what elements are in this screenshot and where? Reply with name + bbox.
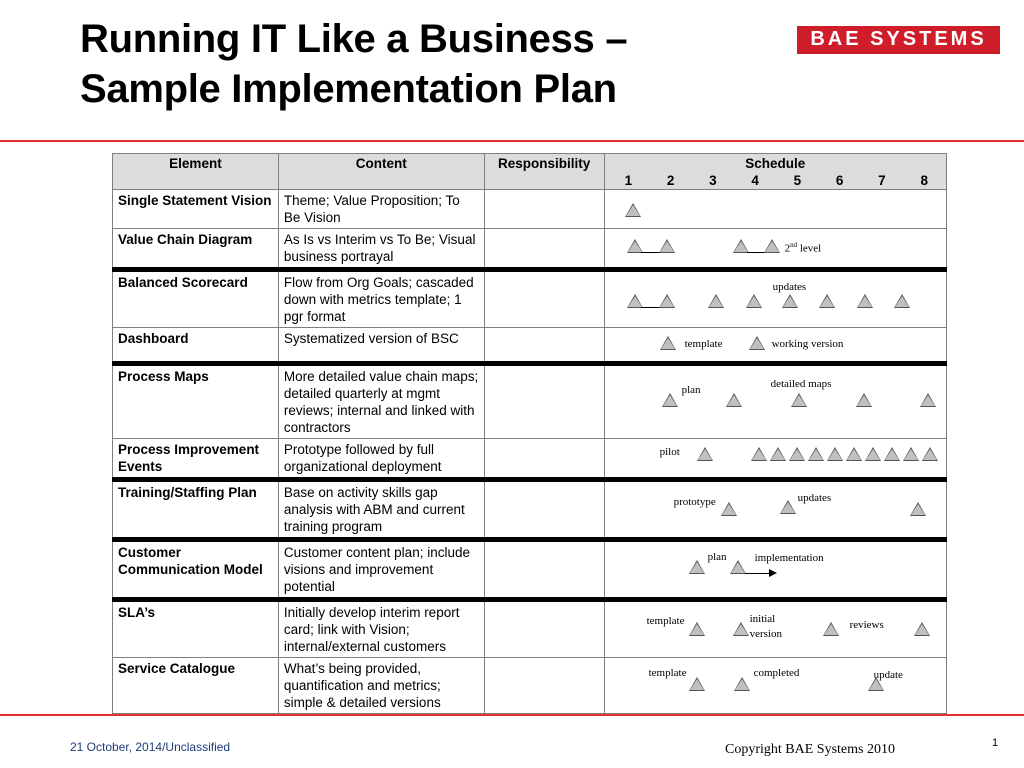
milestone-triangle-icon bbox=[662, 393, 678, 407]
milestone-triangle-icon bbox=[780, 500, 796, 514]
row-element: Service Catalogue bbox=[113, 658, 279, 714]
top-divider bbox=[0, 140, 1024, 142]
milestone-triangle-icon bbox=[819, 294, 835, 308]
milestone-triangle-icon bbox=[734, 677, 750, 691]
milestone-triangle-icon bbox=[823, 622, 839, 636]
milestone-triangle-icon bbox=[764, 239, 780, 253]
bae-systems-logo bbox=[797, 26, 1000, 54]
milestone-triangle-icon bbox=[770, 447, 786, 461]
row-element: Dashboard bbox=[113, 328, 279, 364]
schedule-title: Schedule bbox=[745, 156, 806, 171]
milestone-triangle-icon bbox=[865, 447, 881, 461]
milestone-triangle-icon bbox=[884, 447, 900, 461]
milestone-triangle-icon bbox=[689, 622, 705, 636]
row-schedule bbox=[604, 229, 946, 270]
milestone-triangle-icon bbox=[721, 502, 737, 516]
row-content: Theme; Value Proposition; To Be Vision bbox=[278, 190, 484, 229]
row-schedule bbox=[604, 540, 946, 600]
schedule-label-updates: updates bbox=[797, 492, 832, 504]
milestone-triangle-icon bbox=[627, 239, 643, 253]
row-schedule bbox=[604, 658, 946, 714]
slide-title bbox=[80, 14, 627, 114]
row-responsibility bbox=[484, 439, 604, 480]
row-responsibility bbox=[484, 480, 604, 540]
table-row bbox=[113, 190, 947, 229]
milestone-triangle-icon bbox=[922, 447, 938, 461]
milestone-triangle-icon bbox=[868, 677, 884, 691]
row-content: Systematized version of BSC bbox=[278, 328, 484, 364]
schedule-label-reviews: reviews bbox=[849, 619, 884, 631]
table-row bbox=[113, 658, 947, 714]
milestone-triangle-icon bbox=[733, 622, 749, 636]
connector-line bbox=[641, 252, 661, 253]
schedule-label-implementation: implementation bbox=[754, 552, 824, 564]
connector-line bbox=[747, 252, 765, 253]
milestone-triangle-icon bbox=[808, 447, 824, 461]
milestone-triangle-icon bbox=[726, 393, 742, 407]
title-line-1: Running IT Like a Business – bbox=[80, 17, 628, 61]
row-schedule bbox=[604, 190, 946, 229]
milestone-triangle-icon bbox=[659, 239, 675, 253]
logo-text: BAE SYSTEMS bbox=[810, 28, 987, 50]
milestone-triangle-icon bbox=[910, 502, 926, 516]
row-responsibility bbox=[484, 190, 604, 229]
table-row bbox=[113, 540, 947, 600]
row-responsibility bbox=[484, 540, 604, 600]
milestone-triangle-icon bbox=[689, 560, 705, 574]
row-responsibility bbox=[484, 600, 604, 658]
milestone-triangle-icon bbox=[746, 294, 762, 308]
schedule-label-initial: initial bbox=[749, 613, 776, 625]
row-schedule bbox=[604, 439, 946, 480]
table-row bbox=[113, 600, 947, 658]
milestone-triangle-icon bbox=[660, 336, 676, 350]
table-row bbox=[113, 439, 947, 480]
row-responsibility bbox=[484, 270, 604, 328]
connector-line bbox=[641, 307, 661, 308]
row-responsibility bbox=[484, 229, 604, 270]
schedule-label-template: template bbox=[646, 615, 685, 627]
schedule-num: 4 bbox=[751, 173, 759, 188]
schedule-label-updates: updates bbox=[772, 281, 807, 293]
schedule-label-plan: plan bbox=[707, 551, 727, 563]
schedule-label-prototype: prototype bbox=[673, 496, 716, 508]
milestone-triangle-icon bbox=[689, 677, 705, 691]
header-responsibility: Responsibility bbox=[484, 154, 604, 190]
table-header-row bbox=[113, 154, 947, 190]
milestone-triangle-icon bbox=[625, 203, 641, 217]
schedule-num: 7 bbox=[878, 173, 886, 188]
schedule-num: 5 bbox=[793, 173, 802, 188]
table-row bbox=[113, 270, 947, 328]
copyright-text: Copyright BAE Systems 2010 bbox=[725, 742, 895, 757]
header-element: Element bbox=[113, 154, 279, 190]
row-schedule bbox=[604, 328, 946, 364]
milestone-triangle-icon bbox=[627, 294, 643, 308]
footer-date: 21 October, 2014/Unclassified bbox=[70, 740, 231, 754]
row-element: Process Improvement Events bbox=[113, 439, 279, 480]
row-element: Customer Communication Model bbox=[113, 540, 279, 600]
connector-line bbox=[745, 573, 769, 574]
row-schedule bbox=[604, 270, 946, 328]
arrow-right-icon bbox=[769, 569, 777, 577]
milestone-triangle-icon bbox=[730, 560, 746, 574]
schedule-label-template: template bbox=[684, 338, 723, 350]
table-row bbox=[113, 229, 947, 270]
row-element: Process Maps bbox=[113, 364, 279, 439]
row-responsibility bbox=[484, 658, 604, 714]
milestone-triangle-icon bbox=[751, 447, 767, 461]
row-content: Initially develop interim report card; link with Vision; internal/external customers bbox=[278, 600, 484, 658]
level-number: 2 bbox=[784, 242, 791, 255]
row-content: Prototype followed by full organizational deployment bbox=[278, 439, 484, 480]
row-responsibility bbox=[484, 364, 604, 439]
schedule-label-detailed-maps: detailed maps bbox=[770, 378, 832, 390]
schedule-num: 3 bbox=[709, 173, 717, 188]
row-content: Flow from Org Goals; cascaded down with metrics template; 1 pgr format bbox=[278, 270, 484, 328]
row-schedule bbox=[604, 364, 946, 439]
milestone-triangle-icon bbox=[903, 447, 919, 461]
schedule-numbers bbox=[605, 172, 946, 189]
schedule-label-pilot: pilot bbox=[659, 446, 680, 458]
row-content: As Is vs Interim vs To Be; Visual business portrayal bbox=[278, 229, 484, 270]
milestone-triangle-icon bbox=[846, 447, 862, 461]
milestone-triangle-icon bbox=[857, 294, 873, 308]
milestone-triangle-icon bbox=[708, 294, 724, 308]
schedule-label-level bbox=[785, 239, 822, 255]
schedule-label-completed: completed bbox=[753, 667, 800, 679]
schedule-num: 1 bbox=[624, 173, 633, 188]
header-schedule bbox=[604, 154, 946, 190]
title-line-2: Sample Implementation Plan bbox=[80, 67, 617, 111]
row-schedule bbox=[604, 480, 946, 540]
page-number: 1 bbox=[992, 737, 999, 749]
milestone-triangle-icon bbox=[749, 336, 765, 350]
row-schedule bbox=[604, 600, 946, 658]
row-content: Base on activity skills gap analysis with ABM and current training program bbox=[278, 480, 484, 540]
schedule-label-version: version bbox=[749, 628, 782, 640]
row-element: SLA’s bbox=[113, 600, 279, 658]
milestone-triangle-icon bbox=[920, 393, 936, 407]
milestone-triangle-icon bbox=[782, 294, 798, 308]
schedule-num: 6 bbox=[835, 173, 844, 188]
row-content: What’s being provided, quantification and metrics; simple & detailed versions bbox=[278, 658, 484, 714]
header-content: Content bbox=[278, 154, 484, 190]
schedule-num: 2 bbox=[666, 173, 675, 188]
row-element: Value Chain Diagram bbox=[113, 229, 279, 270]
row-responsibility bbox=[484, 328, 604, 364]
bottom-divider bbox=[0, 714, 1024, 716]
milestone-triangle-icon bbox=[789, 447, 805, 461]
level-superscript: nd bbox=[790, 241, 798, 249]
milestone-triangle-icon bbox=[697, 447, 713, 461]
row-content: Customer content plan; include visions and improvement potential bbox=[278, 540, 484, 600]
schedule-num: 8 bbox=[920, 173, 928, 188]
row-element: Balanced Scorecard bbox=[113, 270, 279, 328]
milestone-triangle-icon bbox=[914, 622, 930, 636]
table-row bbox=[113, 480, 947, 540]
schedule-label-working-version: working version bbox=[771, 338, 844, 350]
implementation-plan-table bbox=[112, 153, 947, 714]
row-element: Training/Staffing Plan bbox=[113, 480, 279, 540]
milestone-triangle-icon bbox=[856, 393, 872, 407]
milestone-triangle-icon bbox=[791, 393, 807, 407]
milestone-triangle-icon bbox=[659, 294, 675, 308]
milestone-triangle-icon bbox=[894, 294, 910, 308]
schedule-label-update: update bbox=[873, 669, 903, 681]
milestone-triangle-icon bbox=[733, 239, 749, 253]
table-row bbox=[113, 364, 947, 439]
table-row bbox=[113, 328, 947, 364]
milestone-triangle-icon bbox=[827, 447, 843, 461]
row-content: More detailed value chain maps; detailed quarterly at mgmt reviews; internal and linked with contractors bbox=[278, 364, 484, 439]
schedule-label-plan: plan bbox=[681, 384, 701, 396]
schedule-label-template: template bbox=[648, 667, 687, 679]
row-element: Single Statement Vision bbox=[113, 190, 279, 229]
level-text: level bbox=[797, 242, 822, 255]
